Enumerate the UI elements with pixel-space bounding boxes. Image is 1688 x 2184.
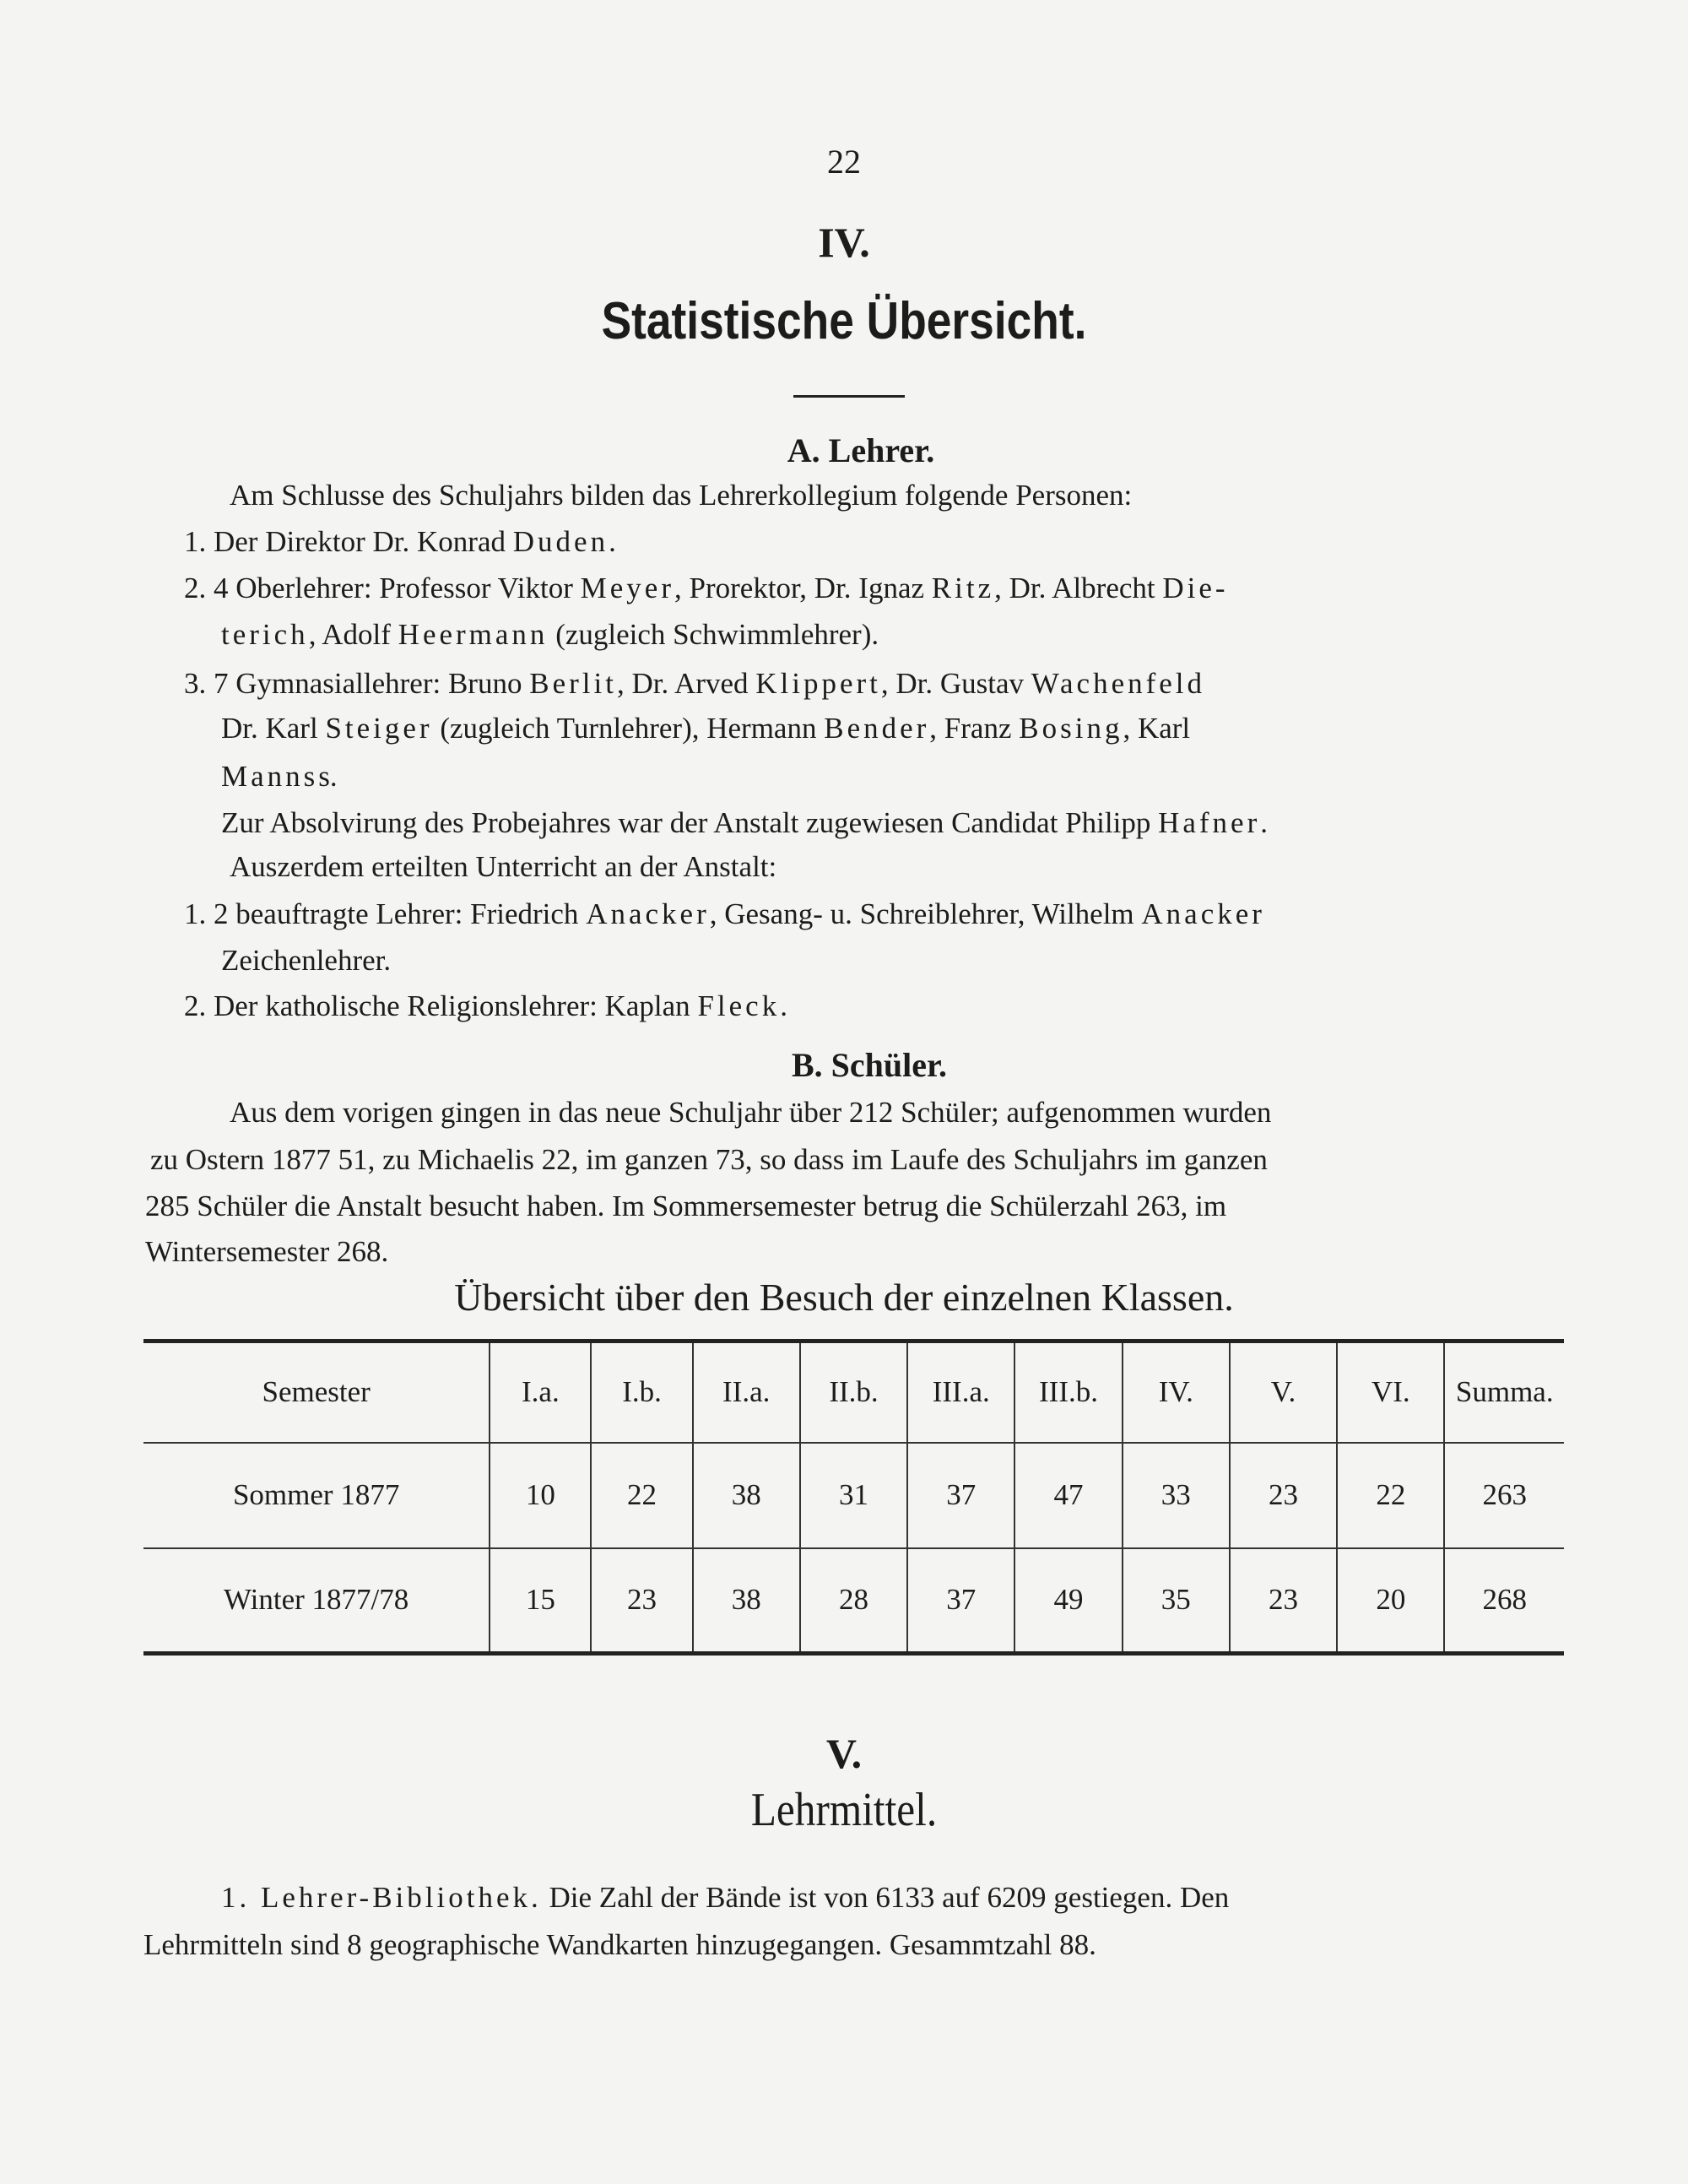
item-text: . [609, 525, 616, 558]
table-cell: 38 [693, 1443, 800, 1548]
item-text: (zugleich Turnlehrer), Hermann [432, 712, 825, 745]
item-text: , Franz [929, 712, 1020, 745]
teacher-name: Bender [824, 712, 930, 745]
lehrmittel-line-2: Lehrmitteln sind 8 geographische Wandkarten hinzugegangen. Gesammtzahl 88. [143, 1928, 1096, 1961]
item-number: 1. [184, 897, 207, 930]
lehrer-item-2-line-1 [184, 572, 1229, 605]
table-cell: 22 [591, 1443, 692, 1548]
probejahr-line [221, 806, 1268, 840]
header-iiib: III.b. [1014, 1341, 1122, 1443]
schueler-line-4: Wintersemester 268. [145, 1235, 389, 1268]
table-cell: 23 [1230, 1548, 1337, 1654]
section-v-numeral: V. [825, 1730, 863, 1777]
item-number: 3. [184, 667, 207, 700]
item-text: (zugleich Schwimmlehrer). [548, 618, 879, 651]
header-vi: VI. [1337, 1341, 1444, 1443]
table-cell: 47 [1014, 1443, 1122, 1548]
teacher-name: Hafner [1158, 806, 1261, 839]
row-label: Sommer 1877 [232, 1478, 400, 1511]
table-row [143, 1443, 1564, 1548]
row-label: Winter 1877/78 [224, 1583, 409, 1617]
table-cell: 31 [800, 1443, 907, 1548]
table-cell: 37 [907, 1548, 1014, 1654]
item-text: , Adolf [308, 618, 398, 651]
teacher-name: Heermann [398, 618, 549, 651]
table-cell: 38 [693, 1548, 800, 1654]
library-label: 1. Lehrer-Bibliothek. [221, 1881, 542, 1914]
table-cell: 15 [490, 1548, 591, 1654]
item-text: Der Direktor Dr. Konrad [214, 525, 513, 558]
teacher-name: Meyer [580, 572, 675, 604]
auszerdem-item-2 [184, 989, 787, 1023]
header-iia: II.a. [693, 1341, 800, 1443]
item-text: s. [318, 760, 338, 793]
header-iiia: III.a. [907, 1341, 1014, 1443]
lehrer-heading: A. Lehrer. [787, 431, 935, 469]
teacher-name: Anacker [586, 897, 710, 930]
lehrer-item-1 [184, 525, 616, 559]
item-text: , Dr. Arved [616, 667, 756, 700]
header-summa: Summa. [1444, 1341, 1564, 1443]
teacher-name: Wachenfeld [1031, 667, 1206, 700]
teacher-name: Duden [512, 525, 609, 558]
item-number: 1. [184, 525, 207, 558]
table-cell: 23 [591, 1548, 692, 1654]
teacher-name: Steiger [325, 712, 433, 745]
schueler-line-2: zu Ostern 1877 51, zu Michaelis 22, im ganzen 73, so dass im Laufe des Schuljahrs im ganzen [150, 1143, 1268, 1176]
table-cell: 23 [1230, 1443, 1337, 1548]
table-cell: 28 [800, 1548, 907, 1654]
schueler-line-3: 285 Schüler die Anstalt besucht haben. Im Sommersemester betrug die Schülerzahl 263, im [145, 1190, 1227, 1222]
attendance-table [143, 1339, 1564, 1656]
header-ia: I.a. [490, 1341, 591, 1443]
table-cell: 22 [1337, 1443, 1444, 1548]
schueler-line-1: Aus dem vorigen gingen in das neue Schuljahr über 212 Schüler; aufgenommen wurden [230, 1096, 1272, 1129]
table-cell: 20 [1337, 1548, 1444, 1654]
item-text: , Karl [1123, 712, 1191, 745]
teacher-name: Die- [1162, 572, 1229, 604]
item-text: , Dr. Gustav [880, 667, 1031, 700]
header-ib: I.b. [591, 1341, 692, 1443]
header-v: V. [1230, 1341, 1337, 1443]
schueler-heading: B. Schüler. [791, 1046, 948, 1084]
lehrer-item-3-line-1 [184, 667, 1205, 701]
section-iv-title: Statistische Übersicht. [601, 292, 1087, 350]
auszerdem-item-1-line-2: Zeichenlehrer. [221, 944, 392, 977]
item-text: Zur Absolvirung des Probejahres war der Anstalt zugewiesen Candidat Philipp [221, 806, 1159, 839]
item-text: Der katholische Religionslehrer: Kaplan [214, 989, 698, 1022]
teacher-name: Ritz [931, 572, 995, 604]
teacher-name: Berlit [529, 667, 617, 700]
item-text: , Dr. Albrecht [994, 572, 1163, 604]
item-text: , Gesang- u. Schreiblehrer, Wilhelm [709, 897, 1142, 930]
table-cell: 37 [907, 1443, 1014, 1548]
lehrer-intro: Am Schlusse des Schuljahrs bilden das Lehrerkollegium folgende Personen: [230, 479, 1133, 512]
page-number: 22 [827, 143, 861, 181]
lehrmittel-line-1 [221, 1881, 1229, 1915]
teacher-name: Fleck [697, 989, 781, 1022]
item-text: 2 beauftragte Lehrer: Friedrich [214, 897, 587, 930]
item-text: Die Zahl der Bände ist von 6133 auf 6209 gestiegen. Den [541, 1881, 1230, 1914]
table-header-row [143, 1341, 1564, 1443]
item-number: 2. [184, 572, 207, 604]
lehrer-item-2-line-2 [221, 618, 879, 652]
table-row [143, 1548, 1564, 1654]
table-title: Übersicht über den Besuch der einzelnen Klassen. [454, 1276, 1234, 1319]
lehrer-item-3-line-2 [221, 712, 1190, 745]
section-iv-numeral: IV. [818, 219, 870, 266]
item-text: Dr. Karl [221, 712, 326, 745]
auszerdem-item-1-line-1 [184, 897, 1265, 931]
auszerdem-line: Auszerdem erteilten Unterricht an der Anstalt: [230, 850, 777, 883]
item-text: 4 Oberlehrer: Professor Viktor [214, 572, 581, 604]
item-number: 2. [184, 989, 207, 1022]
table-cell: 33 [1123, 1443, 1230, 1548]
table-cell: 263 [1444, 1443, 1564, 1548]
table-cell: 49 [1014, 1548, 1122, 1654]
header-iib: II.b. [800, 1341, 907, 1443]
lehrer-item-3-line-3 [221, 760, 338, 794]
item-text: 7 Gymnasiallehrer: Bruno [214, 667, 530, 700]
teacher-name: terich [221, 618, 309, 651]
item-text: . [1260, 806, 1268, 839]
section-v-title: Lehrmittel. [750, 1784, 938, 1836]
table-cell: 268 [1444, 1548, 1564, 1654]
header-semester: Semester [262, 1375, 371, 1409]
header-iv: IV. [1123, 1341, 1230, 1443]
teacher-name: Klippert [755, 667, 881, 700]
item-text: . [780, 989, 787, 1022]
title-rule [793, 395, 905, 398]
teacher-name: Manns [221, 760, 319, 793]
table-cell: 35 [1123, 1548, 1230, 1654]
item-text: , Prorektor, Dr. Ignaz [674, 572, 932, 604]
table-cell: 10 [490, 1443, 591, 1548]
teacher-name: Bosing [1019, 712, 1123, 745]
teacher-name: Anacker [1141, 897, 1265, 930]
